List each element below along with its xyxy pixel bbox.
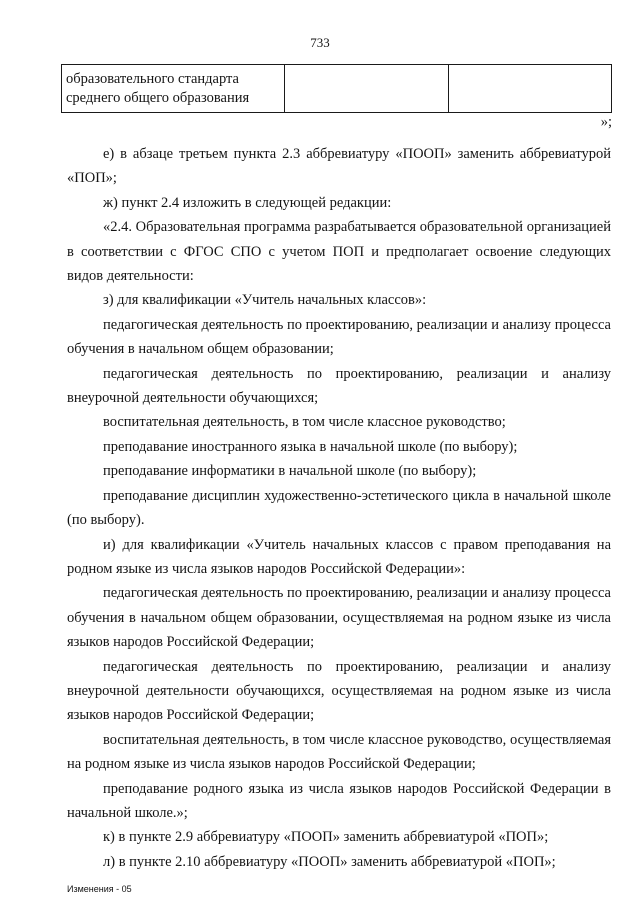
amendment-k: к) в пункте 2.9 аббревиатуру «ПООП» заменить аббревиатурой «ПОП»; xyxy=(103,829,549,846)
activity-item: преподавание родного языка из числа языков народов Российской Федерации в начальной школе.»; xyxy=(67,780,611,821)
continuation-table xyxy=(61,64,612,113)
clause-2-4: «2.4. Образовательная программа разрабатывается образовательной организацией в соответствии с ФГОС СПО с учетом ПОП и предполагает освоение следующих видов деятельности: xyxy=(67,219,611,285)
activity-item: педагогическая деятельность по проектированию, реализации и анализу внеурочной деятельности обучающихся; xyxy=(67,365,611,407)
document-body xyxy=(67,142,611,874)
activity-item: преподавание иностранного языка в начальной школе (по выбору); xyxy=(103,438,518,455)
activity-item: воспитательная деятельность, в том числе классное руководство, осуществляемая на родном языке из числа языков народов Российской Федерации; xyxy=(67,731,611,773)
table-cell-empty xyxy=(449,65,612,113)
amendment-e: е) в абзаце третьем пункта 2.3 аббревиатуру «ПООП» заменить аббревиатурой «ПОП»; xyxy=(67,146,611,187)
activity-item: воспитательная деятельность, в том числе классное руководство; xyxy=(103,414,506,431)
amendment-zh: ж) пункт 2.4 изложить в следующей редакции: xyxy=(103,194,392,211)
table-cell-line: образовательного стандарта xyxy=(66,71,239,87)
page-number: 733 xyxy=(310,35,330,50)
amendment-l: л) в пункте 2.10 аббревиатуру «ПООП» заменить аббревиатурой «ПОП»; xyxy=(103,853,556,870)
quote-close: »; xyxy=(600,114,612,130)
table-cell-line: среднего общего образования xyxy=(66,90,250,106)
activity-item: преподавание информатики в начальной школе (по выбору); xyxy=(103,463,477,480)
table-cell-standard xyxy=(62,65,285,113)
activity-item: педагогическая деятельность по проектированию, реализации и анализу процесса обучения в начальном общем образовании; xyxy=(67,316,611,358)
activity-item: педагогическая деятельность по проектированию, реализации и анализу процесса обучения в начальном общем образовании, осуществляемая на родном языке из числа языков народов Российской Федерации; xyxy=(67,585,611,651)
activity-item: преподавание дисциплин художественно-эстетического цикла в начальной школе (по выбору). xyxy=(67,487,611,529)
footer-note: Изменения - 05 xyxy=(67,884,132,894)
table-row xyxy=(62,65,612,113)
activity-item: педагогическая деятельность по проектированию, реализации и анализу внеурочной деятельности обучающихся, осуществляемая на родном языке из числа языков народов Российской Федерации; xyxy=(67,658,611,724)
table-cell-empty xyxy=(285,65,449,113)
qualification-z: з) для квалификации «Учитель начальных классов»: xyxy=(103,292,427,309)
qualification-i: и) для квалификации «Учитель начальных классов с правом преподавания на родном языке из числа языков народов Российской Федерации»: xyxy=(67,536,611,577)
